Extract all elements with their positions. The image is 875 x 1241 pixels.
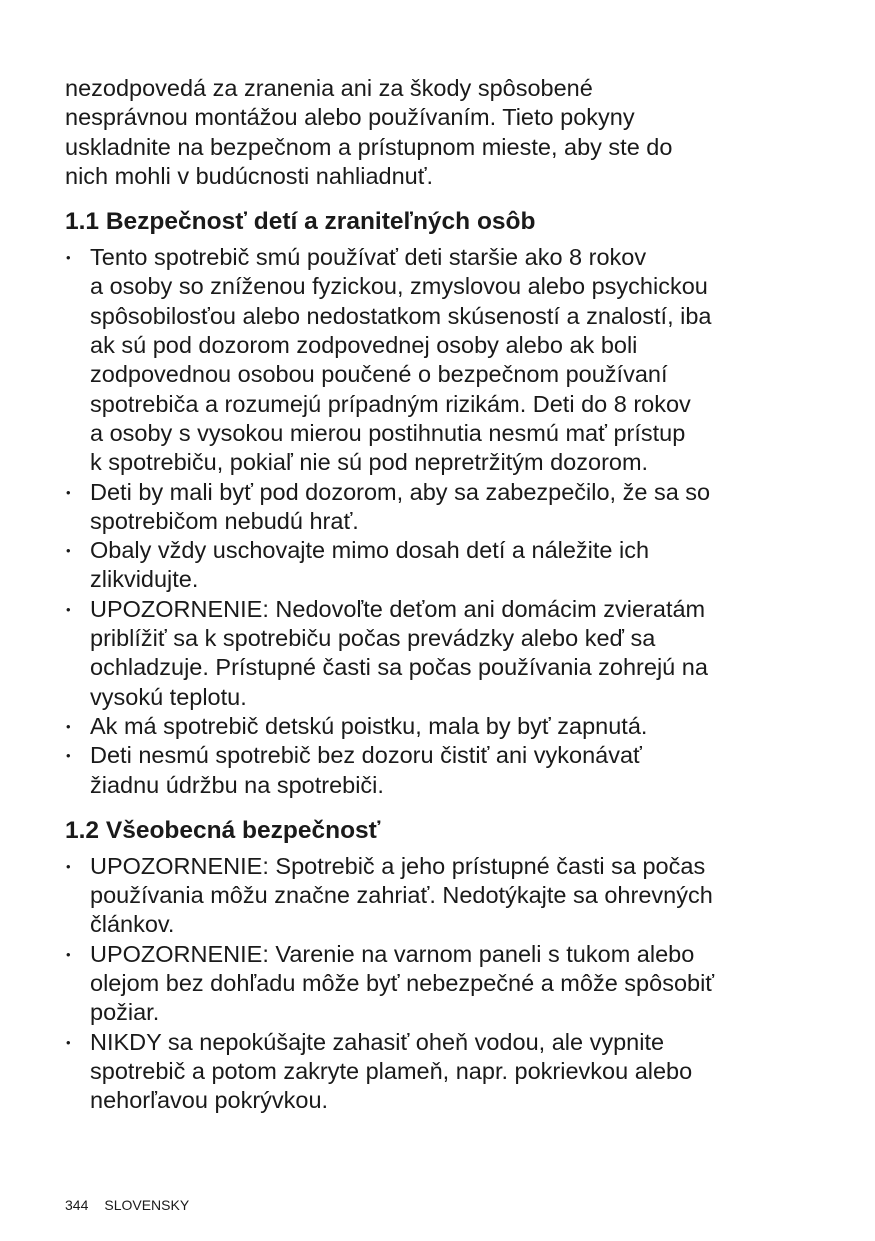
- list-item: • Deti nesmú spotrebič bez dozoru čistiť ani vykonávať žiadnu údržbu na spotrebiči.: [65, 741, 825, 800]
- list-item: • NIKDY sa nepokúšajte zahasiť oheň vodou, ale vypnite spotrebič a potom zakryte plameň, napr. pokrievkou alebo nehorľavou pokrývkou.: [65, 1028, 825, 1116]
- list-item: • Deti by mali byť pod dozorom, aby sa zabezpečilo, že sa so spotrebičom nebudú hrať.: [65, 478, 825, 537]
- child-safety-list: [65, 243, 825, 800]
- footer-language: SLOVENSKY: [104, 1197, 190, 1213]
- page-number: 344: [65, 1197, 89, 1213]
- section-heading-child-safety: 1.1 Bezpečnosť detí a zraniteľných osôb: [65, 208, 536, 236]
- list-item: • UPOZORNENIE: Spotrebič a jeho prístupné časti sa počas používania môžu značne zahriať. Nedotýkajte sa ohrevných článkov.: [65, 852, 825, 940]
- list-item: • Obaly vždy uschovajte mimo dosah detí a náležite ich zlikvidujte.: [65, 536, 825, 595]
- list-item: • Tento spotrebič smú používať deti staršie ako 8 rokov a osoby so zníženou fyzickou, zmyslovou alebo psychickou spôsobilosťou alebo nedostatkom skúseností a znalostí, iba ak sú pod dozorom zodpovednej osoby alebo ak boli zodpovednou osobou poučené o bezpečnom používaní spotrebiča a rozumejú prípadným rizikám. Deti do 8 rokov a osoby s vysokou mierou postihnutia nesmú mať prístup k spotrebiču, pokiaľ nie sú pod nepretržitým dozorom.: [65, 243, 825, 477]
- list-item: • UPOZORNENIE: Nedovoľte deťom ani domácim zvieratám priblížiť sa k spotrebiču počas prevádzky alebo keď sa ochladzuje. Prístupné časti sa počas používania zohrejú na vysokú teplotu.: [65, 595, 825, 712]
- list-item: • UPOZORNENIE: Varenie na varnom paneli s tukom alebo olejom bez dohľadu môže byť nebezpečné a môže spôsobiť požiar.: [65, 940, 825, 1028]
- page-content: [65, 74, 825, 1116]
- general-safety-list: [65, 852, 825, 1116]
- list-item: • Ak má spotrebič detskú poistku, mala by byť zapnutá.: [65, 712, 825, 741]
- intro-paragraph: nezodpovedá za zranenia ani za škody spôsobené nesprávnou montážou alebo používaním. Tieto pokyny uskladnite na bezpečnom a prístupnom mieste, aby ste do nich mohli v budúcnosti nahliadnuť.: [65, 75, 673, 189]
- section-heading-general-safety: 1.2 Všeobecná bezpečnosť: [65, 816, 381, 844]
- page-footer: [65, 1196, 189, 1214]
